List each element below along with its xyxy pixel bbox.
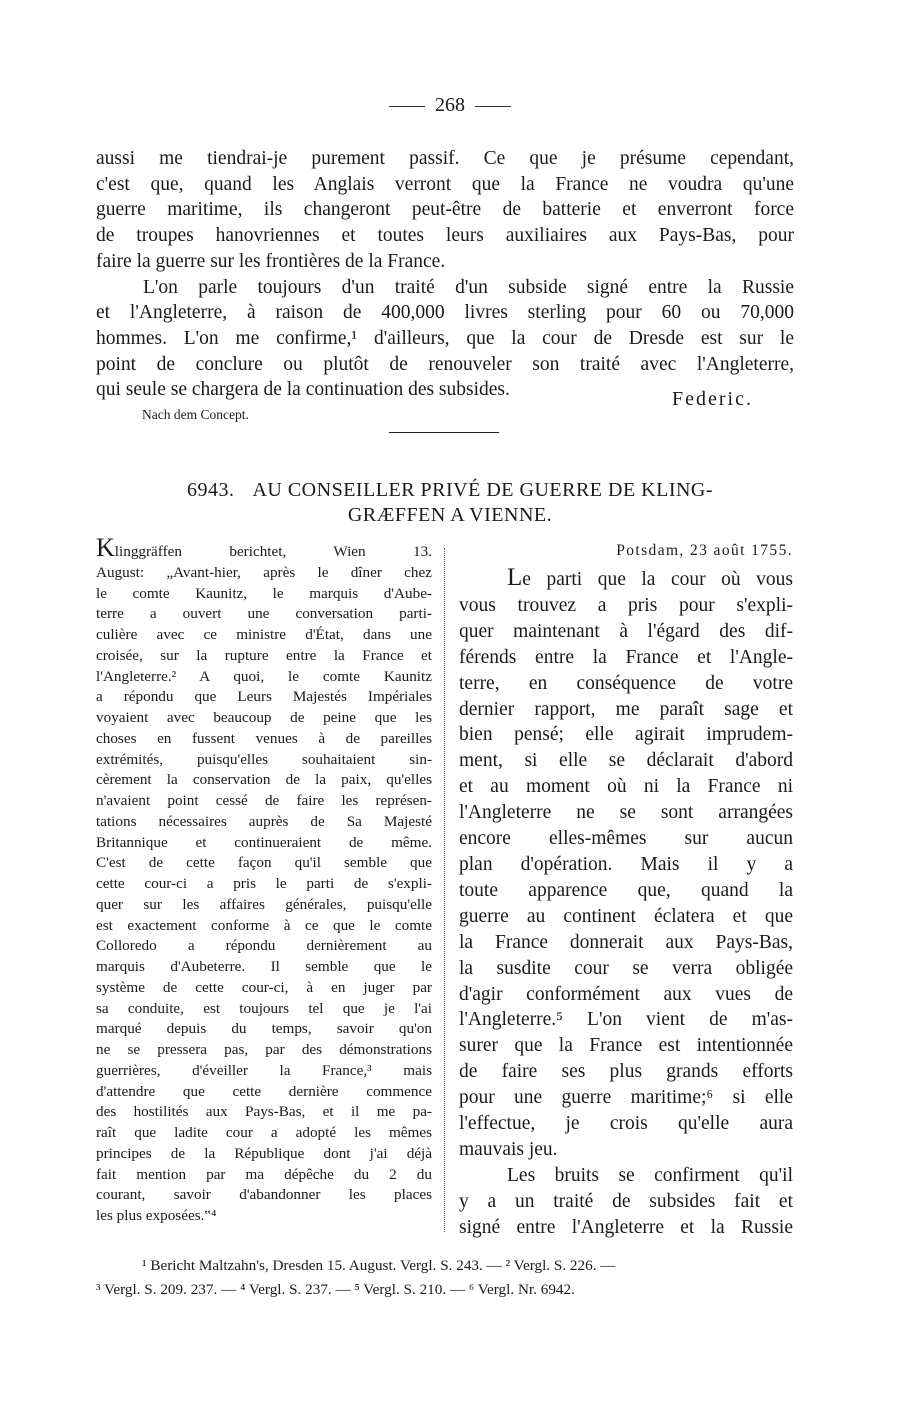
text-line: est exactement conforme à ce que le comte	[96, 916, 432, 934]
footnote-line: ¹ Bericht Maltzahn's, Dresden 15. August. Vergl. S. 243. — ² Vergl. S. 226. —	[142, 1257, 616, 1274]
text-line: guerre au continent éclatera et que	[459, 905, 793, 927]
text-line: C'est de cette façon qu'il semble que	[96, 854, 432, 872]
text-line: a répondu que Leurs Majestés Impériales	[96, 688, 432, 706]
text-line: Le parti que la cour où vous	[507, 564, 793, 591]
text-line: système de cette cour-ci, à en juger par	[96, 978, 432, 996]
text-line: toute apparence que, quand la	[459, 879, 793, 901]
text-line: faire la guerre sur les frontières de la France.	[96, 250, 446, 272]
text-line: cette cour-ci a pris le parti de s'expli-	[96, 875, 432, 892]
page-number-text: 268	[435, 94, 465, 116]
text-line: croisée, sur la rupture entre la France et	[96, 646, 432, 664]
text-line: terre, en conséquence de votre	[459, 672, 793, 694]
text-line: la France donnerait aux Pays-Bas,	[459, 931, 793, 953]
source-note: Nach dem Concept.	[142, 407, 249, 422]
text-line: encore elles-mêmes sur aucun	[459, 828, 793, 850]
text-line: culière avec ce ministre d'État, dans une	[96, 626, 432, 643]
text-line: pour une guerre maritime;⁶ si elle	[459, 1087, 793, 1109]
text-line: et l'Angleterre, à raison de 400,000 livres sterling pour 60 ou 70,000	[96, 302, 794, 324]
text-line: vous trouvez a pris pour s'expli-	[459, 594, 793, 616]
text-line: ment, si elle se déclarait d'abord	[459, 750, 793, 772]
text-line: le comte Kaunitz, le marquis d'Aube-	[96, 584, 432, 602]
text-line: des hostilités aux Pays-Bas, et il me pa-	[96, 1103, 432, 1121]
letter-title-part2: GRÆFFEN A VIENNE.	[347, 504, 553, 526]
text-line: sa conduite, est toujours tel que je l'ai	[96, 999, 432, 1017]
section-separator	[389, 432, 499, 433]
text-line: quer maintenant à l'égard des dif-	[459, 620, 793, 642]
text-line: Klinggräffen berichtet, Wien 13.	[96, 533, 432, 562]
text-line: terre a ouvert une conversation parti-	[96, 605, 432, 623]
text-line: choses en fussent venues à de pareilles	[96, 729, 432, 747]
page-number-dash-left	[389, 106, 425, 107]
text-line: Britannique et continueraient de même.	[96, 833, 432, 851]
text-line: guerre maritime, ils changeront peut-être de batterie et enverront force	[96, 199, 794, 221]
text-line: férends entre la France et l'Angle-	[459, 646, 793, 668]
text-line: n'avaient point cessé de faire les représen-	[96, 792, 432, 809]
text-line: mauvais jeu.	[459, 1138, 558, 1160]
drop-cap: K	[96, 533, 115, 562]
text-line: guerrières, d'éveiller la France,³ mais	[96, 1061, 432, 1079]
page-number-dash-right	[475, 106, 511, 107]
letter-heading-line1	[96, 478, 804, 503]
text-line: et au moment où ni la France ni	[459, 776, 793, 798]
text-line: la susdite cour se verra obligée	[459, 957, 793, 979]
text-line: qui seule se chargera de la continuation des subsides.	[96, 379, 510, 401]
signature: Federic.	[672, 388, 753, 410]
text-line: d'agir conformément aux vues de	[459, 983, 793, 1005]
text-line: Colloredo a répondu dernièrement au	[96, 937, 432, 955]
text-line: August: „Avant-hier, après le dîner chez	[96, 563, 432, 581]
report-summary-column	[96, 533, 432, 1227]
text-line: signé entre l'Angleterre et la Russie	[459, 1216, 793, 1238]
page-number	[0, 94, 900, 117]
text-line: point de conclure ou plutôt de renouveler son traité avec l'Angleterre,	[96, 353, 794, 375]
text-line: aussi me tiendrai-je purement passif. Ce que je présume cependant,	[96, 148, 794, 169]
text-line: l'Angleterre.² A quoi, le comte Kaunitz	[96, 667, 432, 685]
text-line: surer que la France est intentionnée	[459, 1035, 793, 1057]
footnote-line: ³ Vergl. S. 209. 237. — ⁴ Vergl. S. 237. — ⁵ Vergl. S. 210. — ⁶ Vergl. Nr. 6942.	[96, 1281, 575, 1298]
text-line: y a un traité de subsides fait et	[459, 1190, 793, 1212]
text-line: L'on parle toujours d'un traité d'un subside signé entre la Russie	[143, 276, 794, 298]
letter-heading	[96, 478, 804, 528]
text-line: fait mention par ma dépêche du 2 du	[96, 1165, 432, 1183]
letter-title-part1: AU CONSEILLER PRIVÉ DE GUERRE DE KLING-	[252, 479, 714, 501]
letter-number: 6943.	[186, 479, 235, 501]
text-line: l'effectue, je crois qu'elle aura	[459, 1113, 793, 1135]
dateline: Potsdam, 23 août 1755.	[616, 542, 793, 559]
text-line: de faire ses plus grands efforts	[459, 1061, 793, 1083]
text-line: plan d'opération. Mais il y a	[459, 853, 793, 875]
text-line: marquis d'Aubeterre. Il semble que le	[96, 958, 432, 975]
text-line: les plus exposées.‟⁴	[96, 1207, 217, 1224]
letter-body-column	[459, 540, 793, 1241]
text-line: hommes. L'on me confirme,¹ d'ailleurs, que la cour de Dresde est sur le	[96, 327, 794, 349]
text-line: d'attendre que cette dernière commence	[96, 1082, 432, 1100]
footnotes	[96, 1254, 794, 1302]
text-line: c'est que, quand les Anglais verront que la France ne voudra qu'une	[96, 173, 794, 195]
text-line: marqué depuis du temps, savoir qu'on	[96, 1020, 432, 1038]
text-line: principes de la République dont j'ai déjà	[96, 1144, 432, 1162]
text-line: raît que ladite cour a adopté les mêmes	[96, 1124, 432, 1141]
text-line: cèrement la conservation de la paix, qu'elles	[96, 771, 432, 789]
text-line: bien pensé; elle agirait imprudem-	[459, 724, 793, 746]
text-line: extrémités, puisqu'elles souhaitaient sin-	[96, 750, 432, 768]
text-line: de troupes hanovriennes et toutes leurs auxiliaires aux Pays-Bas, pour	[96, 225, 794, 247]
drop-cap: L	[507, 564, 523, 591]
continued-letter-text	[96, 146, 794, 403]
text-line: tations nécessaires auprès de Sa Majesté	[96, 812, 432, 830]
column-divider	[444, 548, 445, 1232]
text-line: quer sur les affaires générales, puisqu'elle	[96, 895, 432, 913]
text-line: voyaient avec beaucoup de peine que les	[96, 709, 432, 726]
text-line: courant, savoir d'abandonner les places	[96, 1186, 432, 1204]
text-line: l'Angleterre.⁵ L'on vient de m'as-	[459, 1009, 793, 1031]
text-line: ne se pressera pas, par des démonstrations	[96, 1041, 432, 1058]
text-line: dernier rapport, me paraît sage et	[459, 698, 793, 720]
text-line: Les bruits se confirment qu'il	[507, 1164, 793, 1186]
text-line: l'Angleterre ne se sont arrangées	[459, 802, 793, 824]
